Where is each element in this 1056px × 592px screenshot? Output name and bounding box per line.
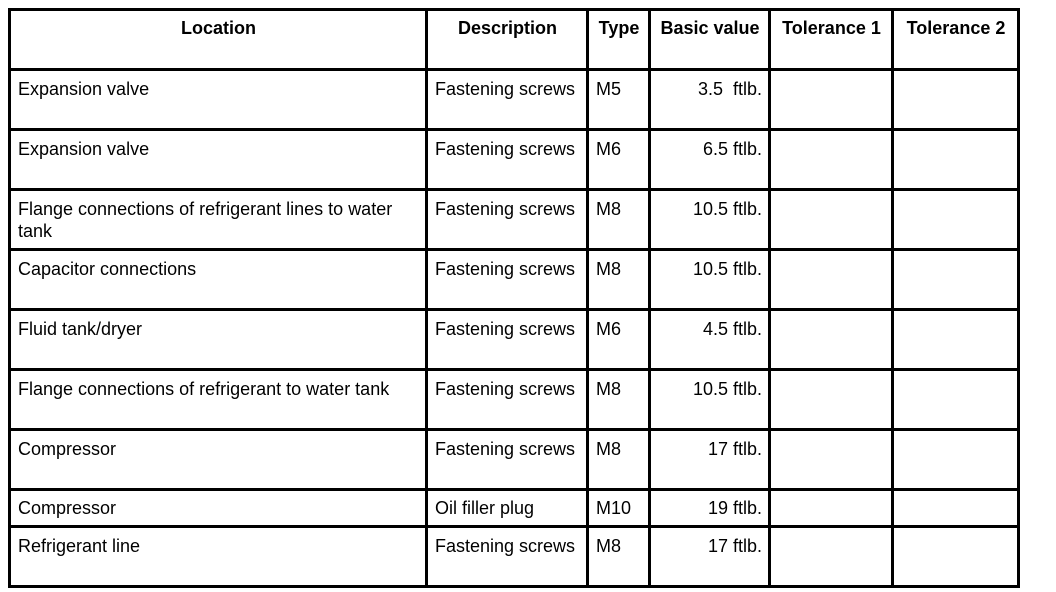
cell-tolerance-1 <box>770 490 893 527</box>
cell-tolerance-2 <box>893 190 1019 250</box>
cell-tolerance-1 <box>770 130 893 190</box>
cell-tolerance-1 <box>770 430 893 490</box>
cell-basic-value: 17 ftlb. <box>650 527 770 587</box>
table-row <box>10 130 1019 190</box>
table-row <box>10 250 1019 310</box>
cell-tolerance-2 <box>893 370 1019 430</box>
cell-tolerance-2 <box>893 527 1019 587</box>
table-row <box>10 70 1019 130</box>
cell-type: M10 <box>588 490 650 527</box>
cell-basic-value: 10.5 ftlb. <box>650 370 770 430</box>
cell-location: Flange connections of refrigerant to water tank <box>10 370 427 430</box>
cell-description: Fastening screws <box>427 527 588 587</box>
cell-basic-value: 10.5 ftlb. <box>650 190 770 250</box>
cell-type: M8 <box>588 190 650 250</box>
cell-description: Oil filler plug <box>427 490 588 527</box>
header-tolerance-2: Tolerance 2 <box>893 10 1019 70</box>
cell-basic-value: 17 ftlb. <box>650 430 770 490</box>
cell-basic-value: 10.5 ftlb. <box>650 250 770 310</box>
cell-description: Fastening screws <box>427 70 588 130</box>
cell-tolerance-2 <box>893 130 1019 190</box>
cell-location: Flange connections of refrigerant lines to water tank <box>10 190 427 250</box>
header-tolerance-1: Tolerance 1 <box>770 10 893 70</box>
cell-basic-value: 6.5 ftlb. <box>650 130 770 190</box>
cell-type: M8 <box>588 430 650 490</box>
cell-tolerance-2 <box>893 490 1019 527</box>
cell-location: Expansion valve <box>10 70 427 130</box>
cell-tolerance-2 <box>893 430 1019 490</box>
header-row <box>10 10 1019 70</box>
cell-description: Fastening screws <box>427 250 588 310</box>
cell-type: M8 <box>588 370 650 430</box>
torque-spec-table <box>8 8 1020 588</box>
cell-description: Fastening screws <box>427 130 588 190</box>
cell-type: M8 <box>588 527 650 587</box>
cell-type: M5 <box>588 70 650 130</box>
cell-type: M6 <box>588 310 650 370</box>
header-basic-value: Basic value <box>650 10 770 70</box>
table-row <box>10 190 1019 250</box>
header-description: Description <box>427 10 588 70</box>
cell-tolerance-1 <box>770 250 893 310</box>
cell-description: Fastening screws <box>427 430 588 490</box>
table-row <box>10 370 1019 430</box>
cell-description: Fastening screws <box>427 190 588 250</box>
header-location: Location <box>10 10 427 70</box>
cell-basic-value: 19 ftlb. <box>650 490 770 527</box>
cell-location: Capacitor connections <box>10 250 427 310</box>
cell-location: Refrigerant line <box>10 527 427 587</box>
cell-description: Fastening screws <box>427 310 588 370</box>
cell-tolerance-1 <box>770 310 893 370</box>
table-row <box>10 527 1019 587</box>
cell-basic-value: 4.5 ftlb. <box>650 310 770 370</box>
table-row <box>10 430 1019 490</box>
cell-tolerance-1 <box>770 370 893 430</box>
cell-location: Compressor <box>10 430 427 490</box>
cell-basic-value: 3.5 ftlb. <box>650 70 770 130</box>
cell-tolerance-2 <box>893 70 1019 130</box>
cell-tolerance-2 <box>893 250 1019 310</box>
cell-location: Fluid tank/dryer <box>10 310 427 370</box>
cell-type: M6 <box>588 130 650 190</box>
cell-type: M8 <box>588 250 650 310</box>
cell-tolerance-2 <box>893 310 1019 370</box>
header-type: Type <box>588 10 650 70</box>
cell-tolerance-1 <box>770 190 893 250</box>
cell-tolerance-1 <box>770 70 893 130</box>
cell-tolerance-1 <box>770 527 893 587</box>
table-row <box>10 310 1019 370</box>
table-row <box>10 490 1019 527</box>
cell-location: Expansion valve <box>10 130 427 190</box>
cell-description: Fastening screws <box>427 370 588 430</box>
cell-location: Compressor <box>10 490 427 527</box>
